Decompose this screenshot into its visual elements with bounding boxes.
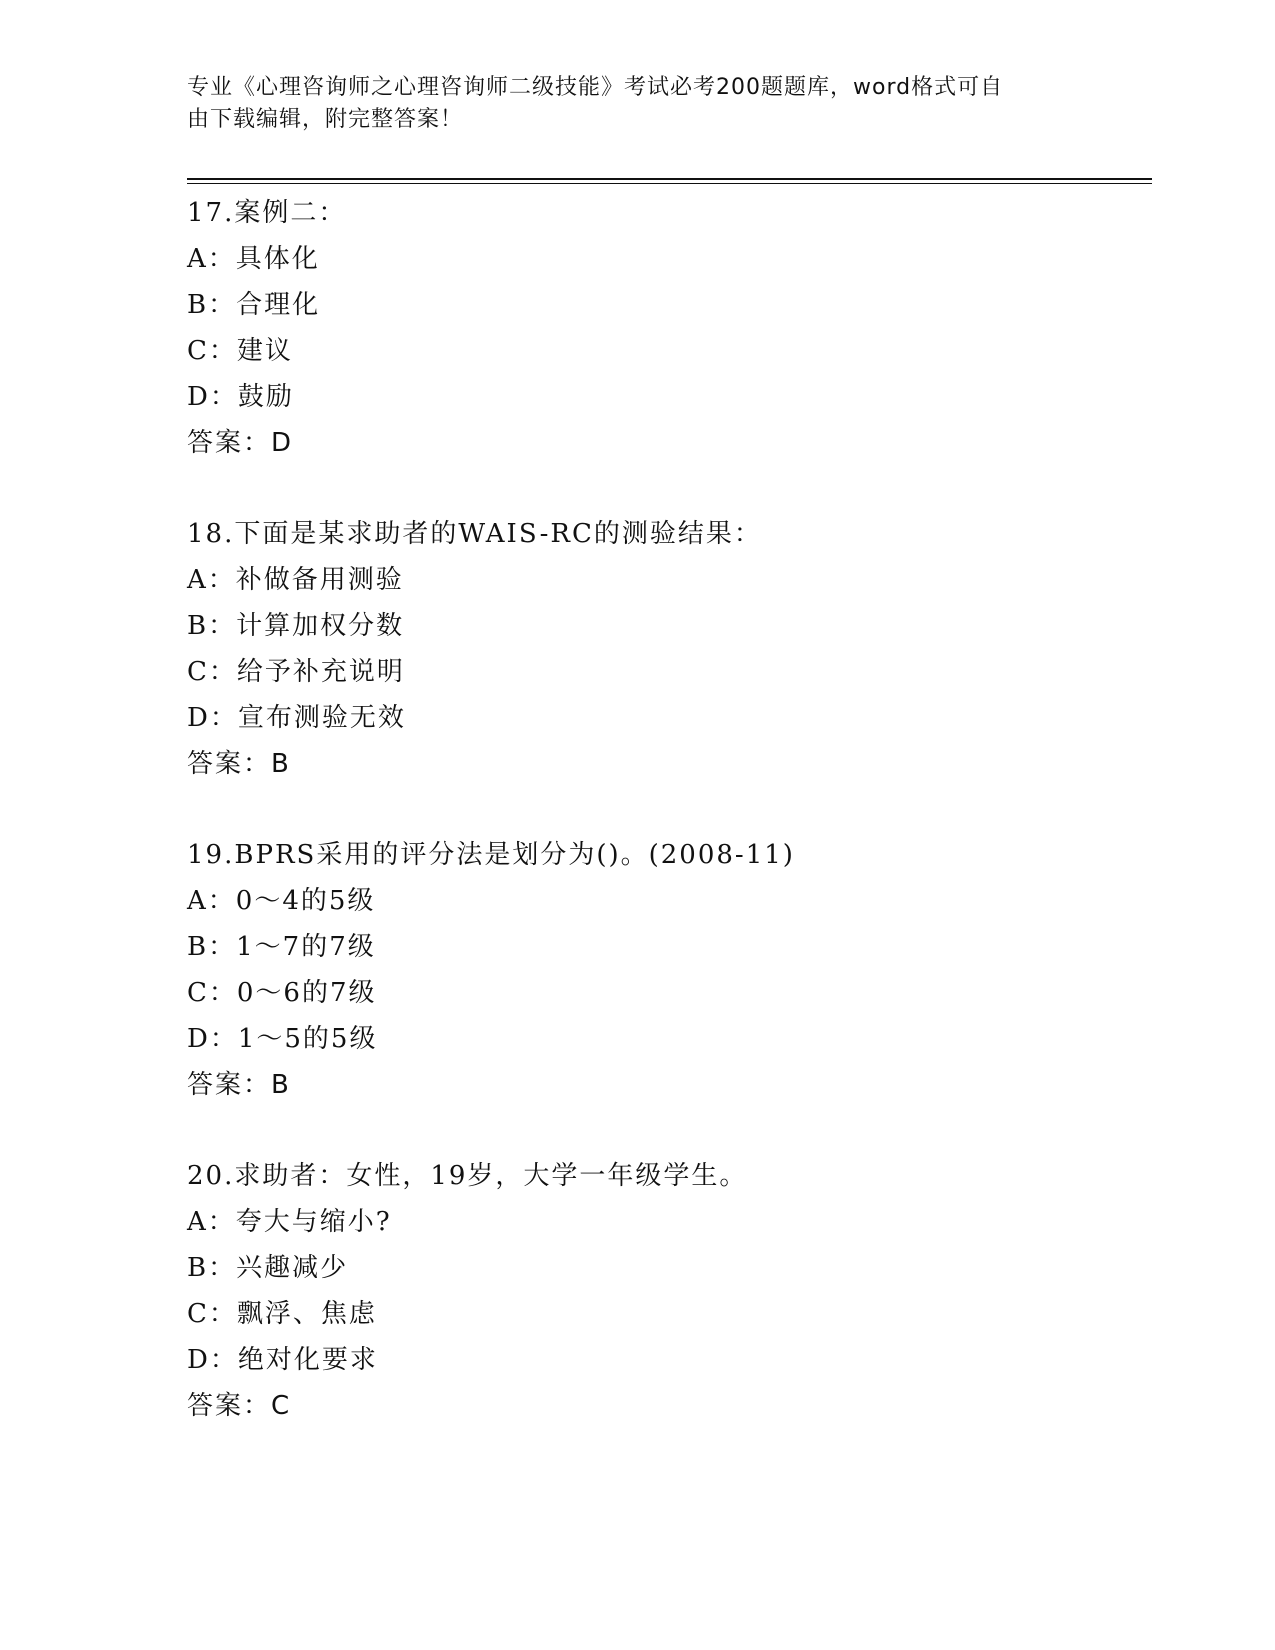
option-a: A：0～4的5级 — [187, 886, 376, 916]
option-b: B：兴趣减少 — [187, 1253, 349, 1283]
question-list — [187, 190, 1147, 1474]
option-b: B：合理化 — [187, 290, 321, 320]
option-c: C：给予补充说明 — [187, 657, 405, 687]
answer: 答案：D — [187, 428, 294, 458]
header-divider-thick — [187, 178, 1152, 180]
option-d: D：绝对化要求 — [187, 1345, 378, 1375]
option-a: A：夸大与缩小? — [187, 1207, 392, 1237]
option-a: A：补做备用测验 — [187, 565, 404, 595]
question-title: 18.下面是某求助者的WAIS-RC的测验结果： — [187, 519, 762, 549]
option-b: B：1～7的7级 — [187, 932, 376, 962]
question-19 — [187, 832, 1147, 1108]
option-c: C：建议 — [187, 336, 293, 366]
header-divider-thin — [187, 183, 1152, 184]
question-17 — [187, 190, 1147, 466]
option-c: C：飘浮、焦虑 — [187, 1299, 377, 1329]
option-d: D：1～5的5级 — [187, 1024, 378, 1054]
option-b: B：计算加权分数 — [187, 611, 405, 641]
answer: 答案：B — [187, 1070, 291, 1100]
header-line-1: 专业《心理咨询师之心理咨询师二级技能》考试必考200题题库，word格式可自 — [187, 75, 1004, 100]
document-header — [187, 72, 1087, 136]
answer: 答案：C — [187, 1391, 292, 1421]
question-title: 20.求助者：女性，19岁，大学一年级学生。 — [187, 1161, 748, 1191]
question-18 — [187, 511, 1147, 787]
answer: 答案：B — [187, 749, 291, 779]
option-c: C：0～6的7级 — [187, 978, 377, 1008]
question-20 — [187, 1153, 1147, 1429]
question-title: 17.案例二： — [187, 198, 347, 228]
option-a: A：具体化 — [187, 244, 320, 274]
header-line-2: 由下载编辑，附完整答案！ — [187, 107, 464, 132]
option-d: D：宣布测验无效 — [187, 703, 406, 733]
question-title: 19.BPRS采用的评分法是划分为()。(2008-11) — [187, 840, 795, 870]
option-d: D：鼓励 — [187, 382, 294, 412]
